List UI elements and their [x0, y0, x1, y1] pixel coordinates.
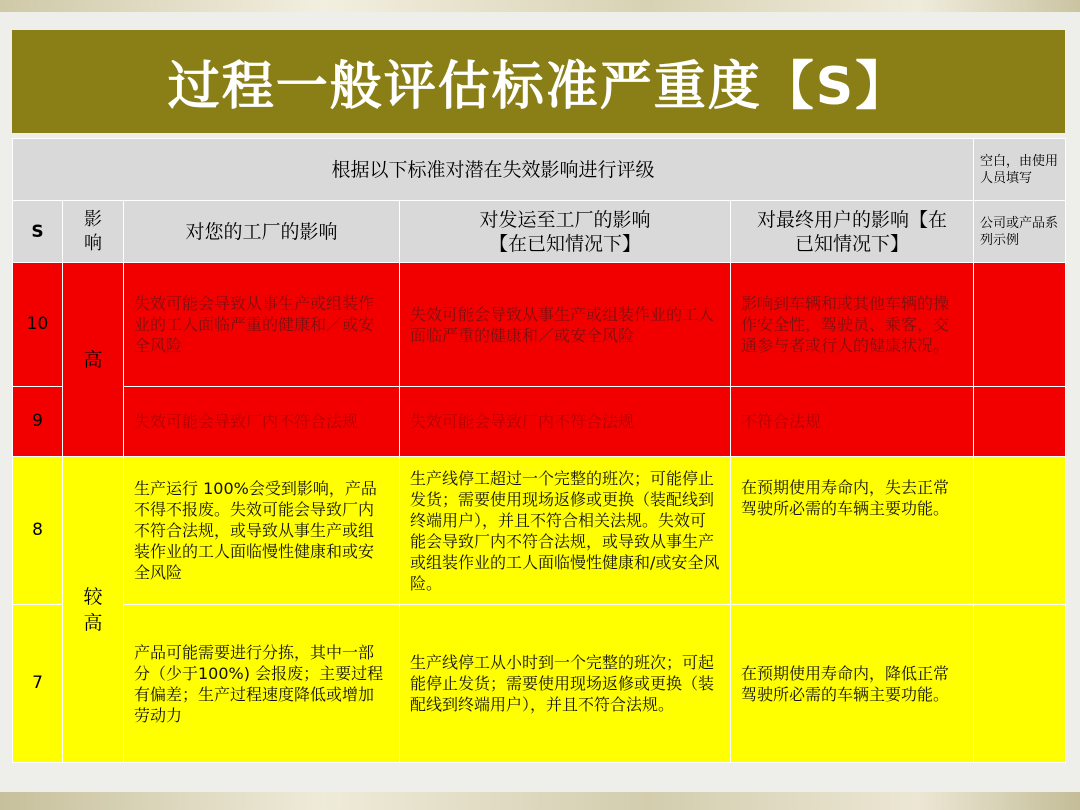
- table-row: [13, 457, 1066, 605]
- plant-impact: 失效可能会导致厂内不符合法规: [124, 387, 400, 457]
- header-main: 根据以下标准对潜在失效影响进行评级: [13, 139, 974, 201]
- plant-impact: 产品可能需要进行分拣，其中一部分（少于100%) 会报废；主要过程有偏差；生产过程速度降低或增加劳动力: [124, 605, 400, 763]
- page-title: 过程一般评估标准严重度【S】: [167, 57, 910, 117]
- end-user-impact: 在预期使用寿命内，降低正常驾驶所必需的车辆主要功能。: [731, 605, 974, 763]
- top-decorative-band: [0, 0, 1080, 12]
- table-row: [13, 263, 1066, 387]
- title-banner: [12, 30, 1065, 133]
- plant-impact: 生产运行 100%会受到影响，产品不得不报废。失效可能会导致厂内不符合法规，或导致从事生产或组装作业的工人面临慢性健康和或安全风险: [124, 457, 400, 605]
- header-shipment-line1: 对发运至工厂的影响: [479, 208, 651, 231]
- end-user-impact: 不符合法规: [731, 387, 974, 457]
- severity-value: 7: [13, 605, 63, 763]
- severity-value: 8: [13, 457, 63, 605]
- bottom-decorative-band: [0, 792, 1080, 810]
- shipment-impact: 失效可能会导致从事生产或组装作业的工人面临严重的健康和／或安全风险: [400, 263, 731, 387]
- shipment-impact: 失效可能会导致厂内不符合法规: [400, 387, 731, 457]
- header-shipment-line2: 【在已知情况下】: [488, 232, 641, 255]
- example-cell: [974, 263, 1066, 387]
- severity-value: 9: [13, 387, 63, 457]
- header-shipment: [400, 201, 731, 263]
- header-end-user-line1: 对最终用户的影响【在: [757, 208, 948, 231]
- end-user-impact: 影响到车辆和或其他车辆的操作安全性，驾驶员、乘客，交通参与者或行人的健康状况。: [731, 263, 974, 387]
- example-cell: [974, 457, 1066, 605]
- header-end-user: [731, 201, 974, 263]
- plant-impact: 失效可能会导致从事生产或组装作业的工人面临严重的健康和／或安全风险: [124, 263, 400, 387]
- end-user-impact: 在预期使用寿命内，失去正常驾驶所必需的车辆主要功能。: [731, 457, 974, 605]
- example-cell: [974, 605, 1066, 763]
- header-s: S: [13, 201, 63, 263]
- table-header-row-main: [13, 139, 1066, 201]
- severity-criteria-table: [12, 138, 1066, 763]
- table-header-row-columns: [13, 201, 1066, 263]
- shipment-impact: 生产线停工超过一个完整的班次；可能停止发货；需要使用现场返修或更换（装配线到终端用户），并且不符合相关法规。失效可能会导致厂内不符合法规，或导致从事生产或组装作业的工人面临慢性健康和/或安全风险。: [400, 457, 731, 605]
- header-plant: 对您的工厂的影响: [124, 201, 400, 263]
- table-row: [13, 605, 1066, 763]
- table-row: [13, 387, 1066, 457]
- impact-level-rather-high: 较高: [63, 457, 124, 763]
- header-example: 公司或产品系列示例: [974, 201, 1066, 263]
- header-end-user-line2: 已知情况下】: [795, 232, 910, 255]
- impact-level-high: 高: [63, 263, 124, 457]
- shipment-impact: 生产线停工从小时到一个完整的班次；可起能停止发货；需要使用现场返修或更换（装配线到终端用户），并且不符合法规。: [400, 605, 731, 763]
- severity-value: 10: [13, 263, 63, 387]
- header-impact: 影响: [63, 201, 124, 263]
- example-cell: [974, 387, 1066, 457]
- header-blank-note: 空白，由使用人员填写: [974, 139, 1066, 201]
